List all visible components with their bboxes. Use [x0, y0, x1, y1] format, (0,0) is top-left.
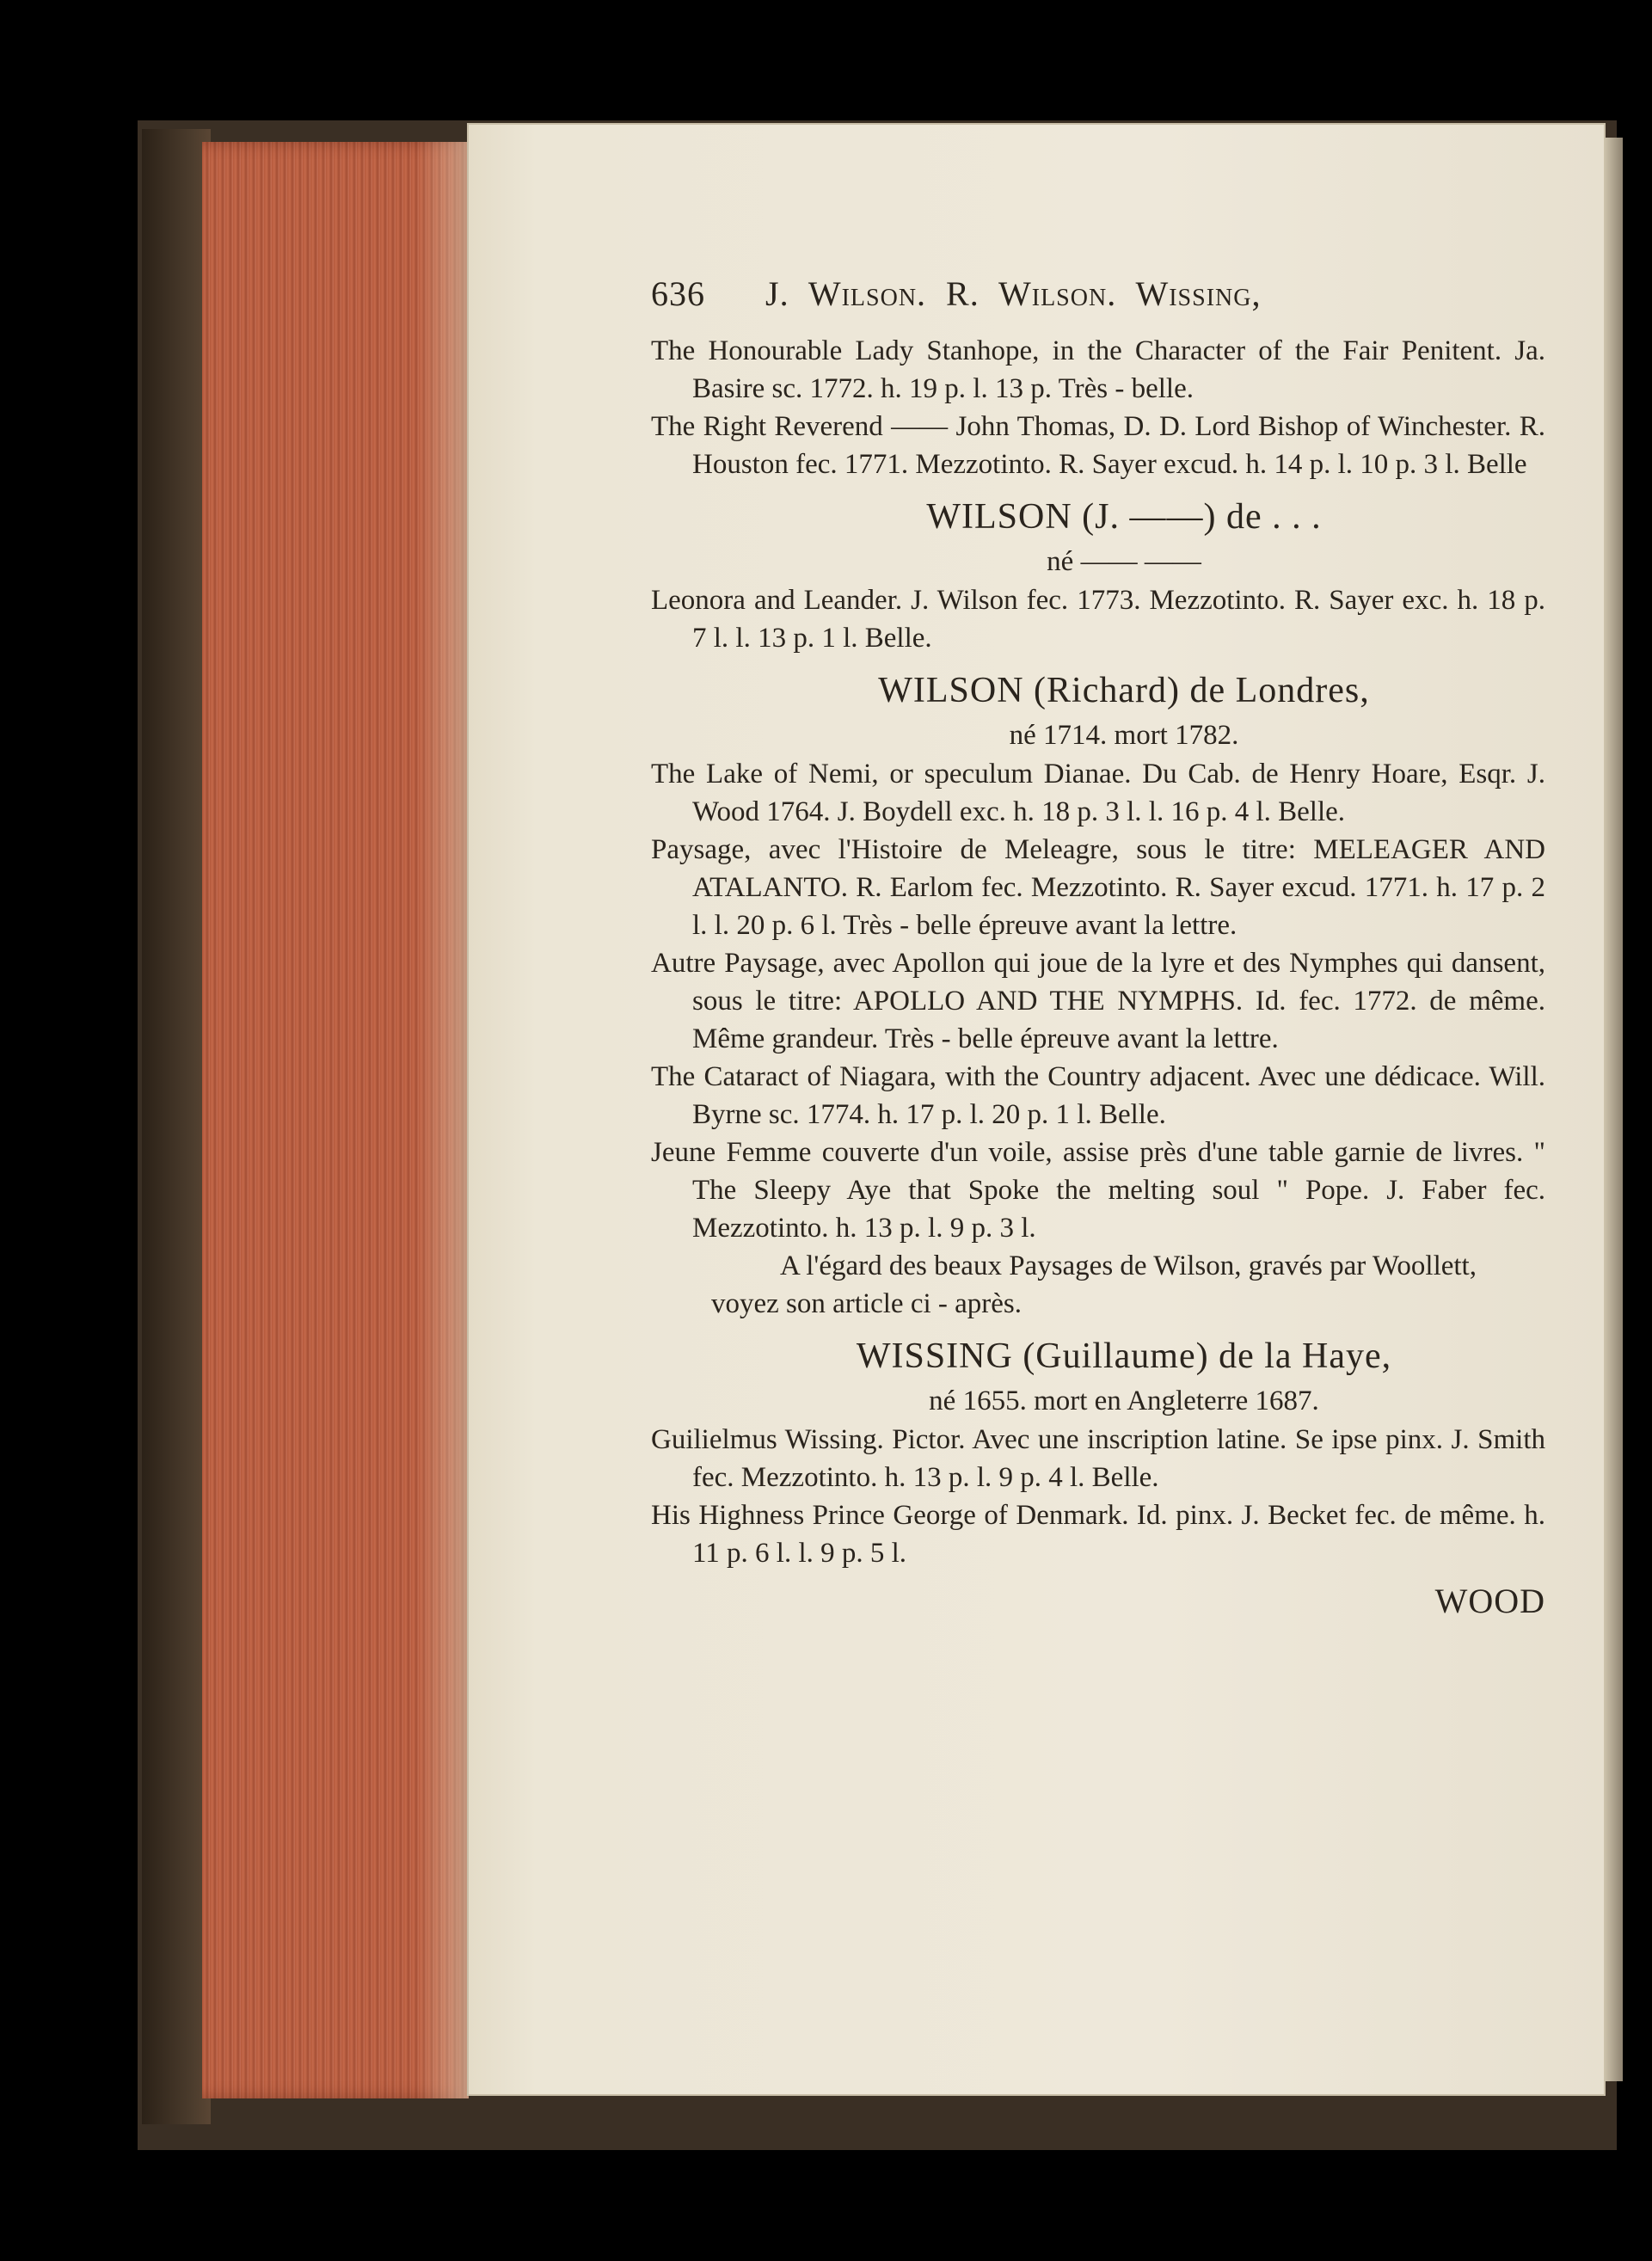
catchword: WOOD	[1434, 1582, 1545, 1620]
catalogue-entry: Paysage, avec l'Histoire de Meleagre, sous le titre: MELEAGER AND ATALANTO. R. Earlom fec. Mezzotinto. R. Sayer excud. 1771. h. 17 p. 2 l. l. 20 p. 6 l. Très - belle épreuve avant la lettre.	[651, 834, 1545, 941]
page-number: 636	[651, 274, 705, 313]
artist-dates: né 1655. mort en Angleterre 1687.	[929, 1385, 1319, 1416]
book-cover	[142, 129, 211, 2124]
page-text	[651, 275, 1545, 1620]
artist-heading: WILSON (Richard) de Londres,	[878, 671, 1370, 710]
catalogue-entry: His Highness Prince George of Denmark. Id. pinx. J. Becket fec. de même. h. 11 p. 6 l. l. 9 p. 5 l.	[651, 1500, 1545, 1569]
catalogue-entry: Jeune Femme couverte d'un voile, assise près d'une table garnie de livres. " The Sleepy Aye that Spoke the melting soul " Pope. J. Faber fec. Mezzotinto. h. 13 p. l. 9 p. 3 l.	[651, 1137, 1545, 1244]
cross-reference-note: A l'égard des beaux Paysages de Wilson, gravés par Woollett, voyez son article ci - après.	[711, 1250, 1477, 1319]
artist-dates: né —— ——	[1047, 546, 1201, 577]
page-edges	[202, 142, 469, 2098]
catalogue-entry: The Right Reverend —— John Thomas, D. D. Lord Bishop of Winchester. R. Houston fec. 1771. Mezzotinto. R. Sayer excud. h. 14 p. l. 10 p. 3 l. Belle	[651, 411, 1545, 480]
running-title: J. Wilson. R. Wilson. Wissing,	[765, 274, 1262, 313]
catalogue-entry: The Lake of Nemi, or speculum Dianae. Du Cab. de Henry Hoare, Esqr. J. Wood 1764. J. Boydell exc. h. 18 p. 3 l. l. 16 p. 4 l. Belle.	[651, 759, 1545, 827]
artist-dates: né 1714. mort 1782.	[1009, 720, 1239, 751]
catalogue-entry: Leonora and Leander. J. Wilson fec. 1773. Mezzotinto. R. Sayer exc. h. 18 p. 7 l. l. 13 p. 1 l. Belle.	[651, 585, 1545, 654]
facing-page-edge	[1604, 138, 1623, 2081]
catalogue-entry: Guilielmus Wissing. Pictor. Avec une inscription latine. Se ipse pinx. J. Smith fec. Mezzotinto. h. 13 p. l. 9 p. 4 l. Belle.	[651, 1424, 1545, 1493]
artist-heading: WILSON (J. ——) de . . .	[926, 497, 1322, 537]
catalogue-entry: The Honourable Lady Stanhope, in the Character of the Fair Penitent. Ja. Basire sc. 1772. h. 19 p. l. 13 p. Très - belle.	[651, 335, 1545, 404]
running-header	[651, 275, 1545, 313]
catalogue-entry: Autre Paysage, avec Apollon qui joue de la lyre et des Nymphes qui dansent, sous le titre: APOLLO AND THE NYMPHS. Id. fec. 1772. de même. Même grandeur. Très - belle épreuve avant la lettre.	[651, 948, 1545, 1054]
artist-heading: WISSING (Guillaume) de la Haye,	[856, 1336, 1392, 1376]
catalogue-entry: The Cataract of Niagara, with the Country adjacent. Avec une dédicace. Will. Byrne sc. 1774. h. 17 p. l. 20 p. 1 l. Belle.	[651, 1061, 1545, 1130]
